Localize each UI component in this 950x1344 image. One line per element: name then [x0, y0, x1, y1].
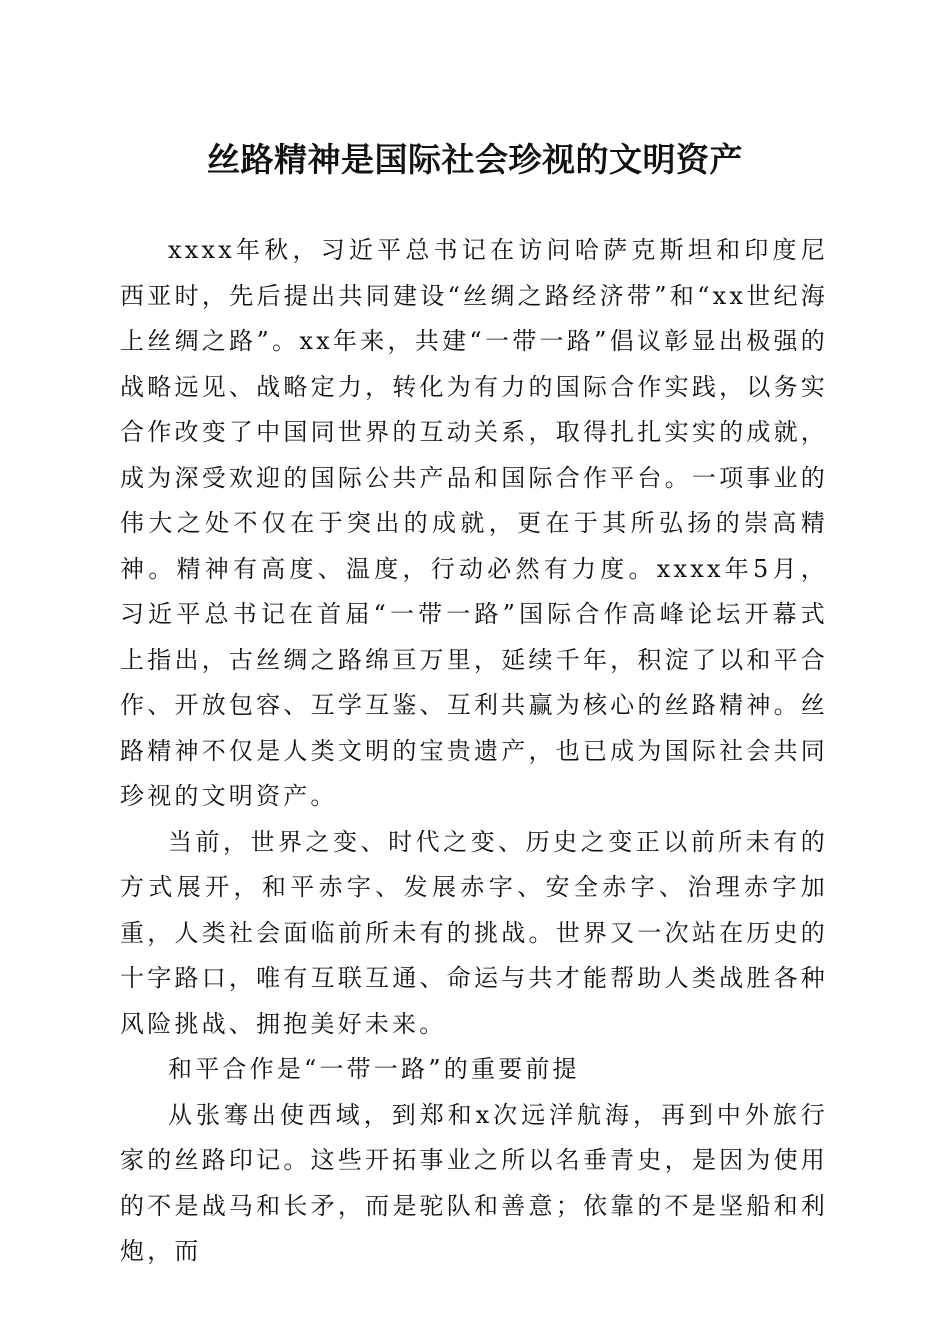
section-heading: 和平合作是“一带一路”的重要前提 — [168, 1055, 580, 1083]
document-body — [120, 228, 828, 1275]
paragraph-1: xxxx年秋，习近平总书记在访问哈萨克斯坦和印度尼西亚时，先后提出共同建设“丝绸之路经济带”和“xx世纪海上丝绸之路”。xx年来，共建“一带一路”倡议彰显出极强的战略远见、战略定力，转化为有力的国际合作实践，以务实合作改变了中国同世界的互动关系，取得扎扎实实的成就，成为深受欢迎的国际公共产品和国际合作平台。一项事业的伟大之处不仅在于突出的成就，更在于其所弘扬的崇高精神。精神有高度、温度，行动必然有力度。xxxx年5月，习近平总书记在首届“一带一路”国际合作高峰论坛开幕式上指出，古丝绸之路绵亘万里，延续千年，积淀了以和平合作、开放包容、互学互鉴、互利共赢为核心的丝路精神。丝路精神不仅是人类文明的宝贵遗产，也已成为国际社会共同珍视的文明资产。 — [120, 236, 828, 810]
paragraph-3: 从张骞出使西域，到郑和x次远洋航海，再到中外旅行家的丝路印记。这些开拓事业之所以名垂青史，是因为使用的不是战马和长矛，而是驼队和善意；依靠的不是坚船和利炮，而 — [120, 1100, 828, 1265]
document-title: 丝路精神是国际社会珍视的文明资产 — [207, 140, 743, 179]
paragraph-2: 当前，世界之变、时代之变、历史之变正以前所未有的方式展开，和平赤字、发展赤字、安全赤字、治理赤字加重，人类社会面临前所未有的挑战。世界又一次站在历史的十字路口，唯有互联互通、命运与共才能帮助人类战胜各种风险挑战、拥抱美好未来。 — [120, 827, 828, 1038]
